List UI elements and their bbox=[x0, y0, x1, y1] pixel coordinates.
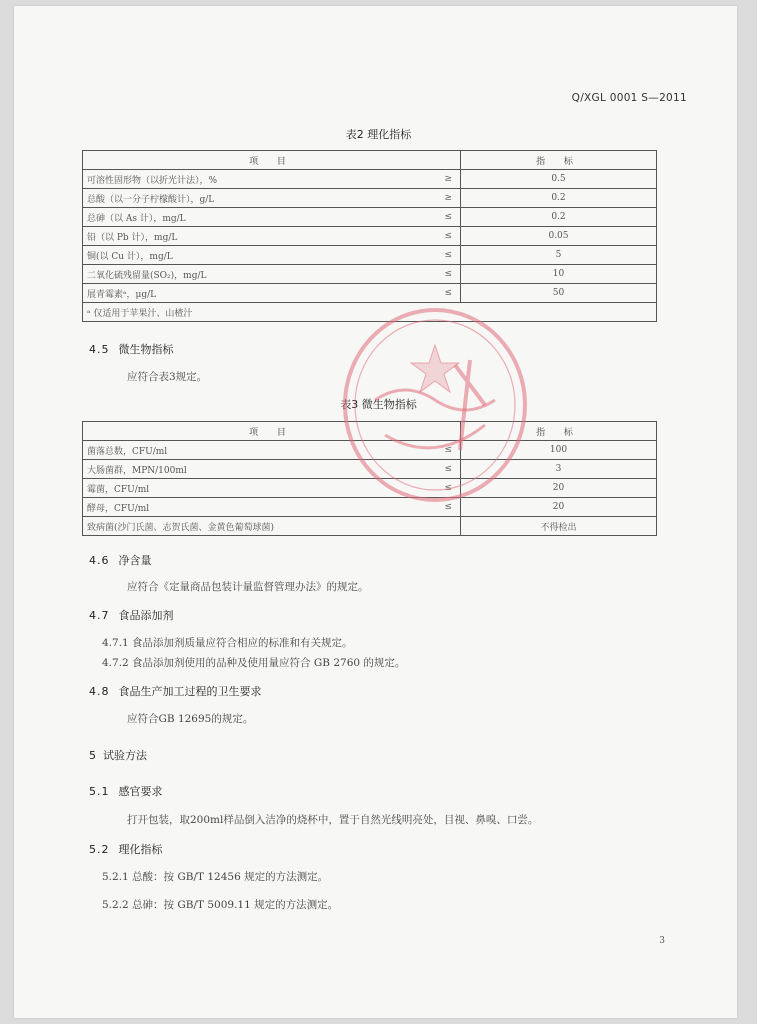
section-4-6-heading: 4.6 净含量 bbox=[89, 554, 152, 567]
table3-microbial bbox=[82, 421, 657, 536]
table2-header-spec: 指 标 bbox=[461, 151, 657, 170]
table-row: 可溶性固形物（以折光计法），% ≥ 0.5 bbox=[83, 170, 657, 189]
section-5-2-1: 5.2.1 总酸：按 GB/T 12456 规定的方法测定。 bbox=[102, 871, 329, 883]
section-5-1-heading: 5.1 感官要求 bbox=[89, 785, 163, 798]
table-row: 铅（以 Pb 计），mg/L ≤ 0.05 bbox=[83, 227, 657, 246]
table-footnote-row: ᵃ 仅适用于苹果汁、山楂汁 bbox=[83, 303, 657, 322]
section-4-5-heading: 4.5 微生物指标 bbox=[89, 343, 174, 356]
table3-header-item: 项 目 bbox=[83, 422, 461, 441]
standard-number: Q/XGL 0001 S—2011 bbox=[571, 92, 687, 104]
section-4-7-1: 4.7.1 食品添加剂质量应符合相应的标准和有关规定。 bbox=[102, 637, 353, 649]
table-row: 酵母，CFU/ml ≤ 20 bbox=[83, 498, 657, 517]
table3-caption: 表3 微生物指标 bbox=[340, 398, 417, 411]
section-4-8-body: 应符合GB 12695的规定。 bbox=[127, 713, 254, 725]
table-row: 总酸（以一分子柠檬酸计），g/L ≥ 0.2 bbox=[83, 189, 657, 208]
table-row: 菌落总数，CFU/ml ≤ 100 bbox=[83, 441, 657, 460]
section-5-2-heading: 5.2 理化指标 bbox=[89, 843, 163, 856]
table-row: 致病菌(沙门氏菌、志贺氏菌、金黄色葡萄球菌) 不得检出 bbox=[83, 517, 657, 536]
table-row: 大肠菌群，MPN/100ml ≤ 3 bbox=[83, 460, 657, 479]
section-5-heading: 5 试验方法 bbox=[89, 749, 147, 762]
table-row: 二氧化硫残留量(SO₂)，mg/L ≤ 10 bbox=[83, 265, 657, 284]
section-4-8-heading: 4.8 食品生产加工过程的卫生要求 bbox=[89, 685, 262, 698]
page-number: 3 bbox=[659, 936, 665, 946]
section-5-1-body: 打开包装，取200ml样品倒入洁净的烧杯中，置于自然光线明亮处，目视、鼻嗅、口尝。 bbox=[127, 814, 539, 826]
section-4-6-body: 应符合《定量商品包装计量监督管理办法》的规定。 bbox=[127, 581, 369, 593]
table-row: 铜(以 Cu 计），mg/L ≤ 5 bbox=[83, 246, 657, 265]
table2-header-item: 项 目 bbox=[83, 151, 461, 170]
table2-physicochemical bbox=[82, 150, 657, 322]
section-5-2-2: 5.2.2 总砷：按 GB/T 5009.11 规定的方法测定。 bbox=[102, 899, 339, 911]
section-4-7-heading: 4.7 食品添加剂 bbox=[89, 609, 174, 622]
table3-header-spec: 指 标 bbox=[461, 422, 657, 441]
table2-caption: 表2 理化指标 bbox=[345, 128, 412, 141]
table-row: 霉菌，CFU/ml ≤ 20 bbox=[83, 479, 657, 498]
table-row: 总砷（以 As 计），mg/L ≤ 0.2 bbox=[83, 208, 657, 227]
table-row: 展青霉素ᵃ，μg/L ≤ 50 bbox=[83, 284, 657, 303]
section-4-5-body: 应符合表3规定。 bbox=[127, 371, 208, 383]
section-4-7-2: 4.7.2 食品添加剂使用的品种及使用量应符合 GB 2760 的规定。 bbox=[102, 657, 406, 669]
